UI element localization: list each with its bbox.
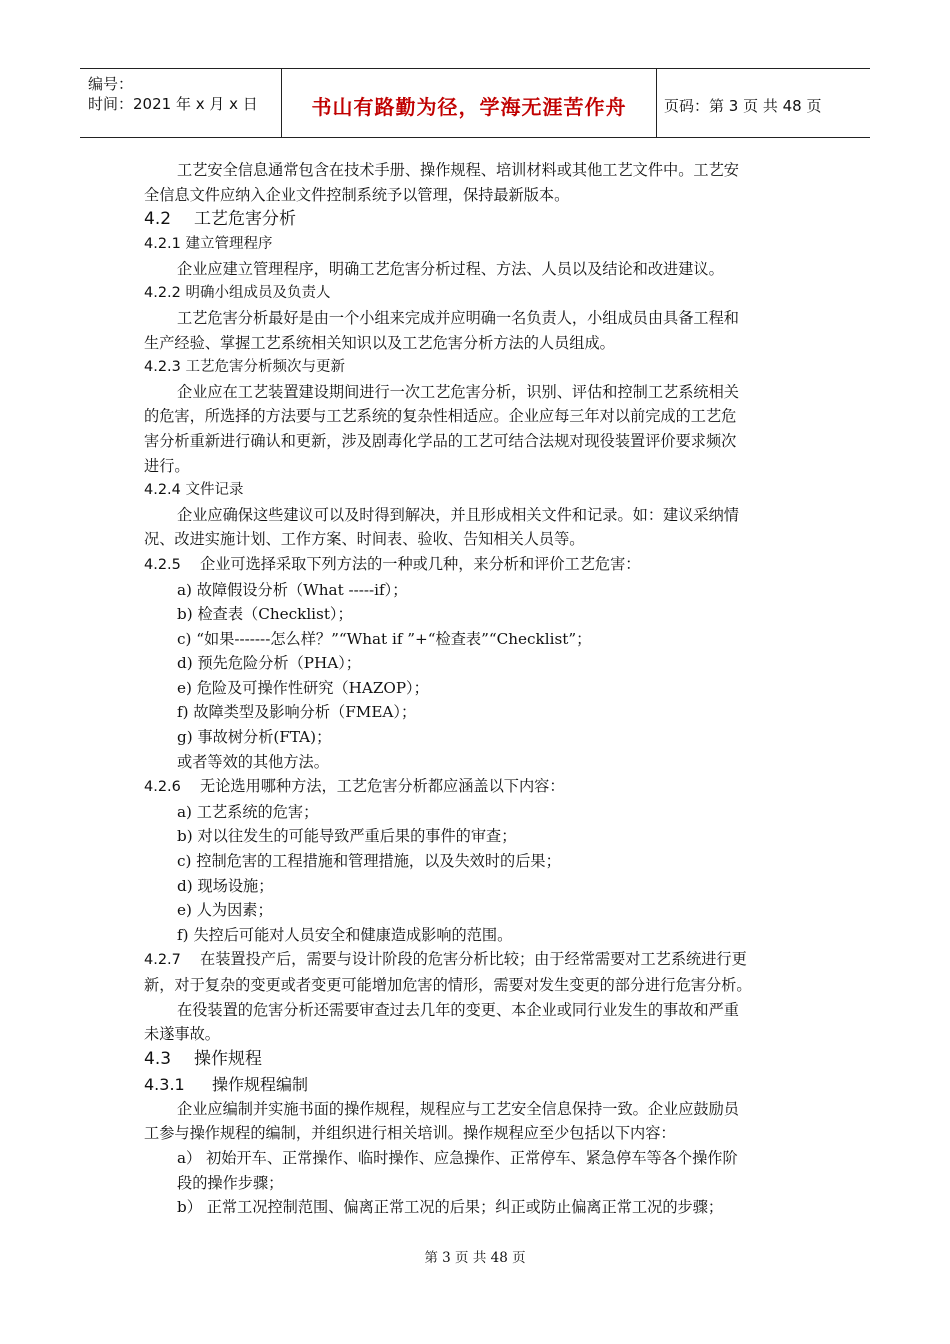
section-number: 4.2 — [144, 209, 172, 230]
subsection-heading: 4.2.1 建立管理程序 — [144, 236, 273, 253]
numbered-paragraph — [144, 552, 808, 578]
body-text-line: 进行。 — [144, 456, 190, 475]
body-text-line: 生产经验、掌握工艺系统相关知识以及工艺危害分析方法的人员组成。 — [144, 333, 615, 352]
body-text-line: 害分析重新进行确认和更新，涉及剧毒化学品的工艺可结合法规对现役装置评价要求频次 — [144, 431, 737, 450]
clause-number: 4.2.6 — [144, 779, 181, 796]
doc-number-label: 编号： — [88, 75, 134, 93]
list-item: f) 失控后可能对人员安全和健康造成影响的范围。 — [177, 925, 513, 944]
clause-text: 在装置投产后，需要与设计阶段的危害分析比较；由于经常需要对工艺系统进行更 — [200, 950, 747, 969]
body-text-line: 在役装置的危害分析还需要审查过去几年的变更、本企业或同行业发生的事故和严重 — [177, 1000, 739, 1019]
header-left-cell — [80, 69, 280, 137]
header-page-info: 页码：第 3 页 共 48 页 — [664, 97, 822, 115]
body-text-line: 全信息文件应纳入企业文件控制系统予以管理，保持最新版本。 — [144, 185, 570, 204]
list-item: a) 故障假设分析（What -----if）； — [177, 580, 408, 599]
body-text-line: 段的操作步骤； — [177, 1173, 284, 1192]
body-text-line: 工参与操作规程的编制，并组织进行相关培训。操作规程应至少包括以下内容： — [144, 1124, 676, 1143]
list-item: b) 对以往发生的可能导致严重后果的事件的审查； — [177, 827, 517, 846]
header-right-cell — [656, 69, 870, 137]
subsection-number: 4.3.1 — [144, 1074, 185, 1094]
clause-text: 企业可选择采取下列方法的一种或几种，来分析和评价工艺危害： — [200, 554, 641, 573]
body-text-line: 企业应建立管理程序，明确工艺危害分析过程、方法、人员以及结论和改进建议。 — [177, 259, 724, 278]
list-item: c) 控制危害的工程措施和管理措施，以及失效时的后果； — [177, 852, 561, 871]
body-text-line: 未遂事故。 — [144, 1025, 220, 1044]
list-item: b) 检查表（Checklist）； — [177, 605, 353, 624]
body-text-line: 工艺危害分析最好是由一个小组来完成并应明确一名负责人，小组成员由具备工程和 — [177, 308, 739, 327]
list-item: b） 正常工况控制范围、偏离正常工况的后果；纠正或防止偏离正常工况的步骤； — [177, 1198, 724, 1217]
section-heading — [144, 207, 808, 232]
header-motto: 书山有路勤为径，学海无涯苦作舟 — [311, 95, 627, 119]
body-text-line: 企业应确保这些建议可以及时得到解决，并且形成相关文件和记录。如：建议采纳情 — [177, 505, 739, 524]
page-footer: 第 3 页 共 48 页 — [424, 1250, 526, 1266]
list-item: d) 现场设施； — [177, 876, 274, 895]
section-number: 4.3 — [144, 1048, 172, 1069]
list-item: e) 危险及可操作性研究（HAZOP）； — [177, 678, 429, 697]
list-item: e) 人为因素； — [177, 901, 273, 920]
subsection-heading — [144, 1072, 808, 1097]
section-title: 操作规程 — [194, 1048, 262, 1069]
list-item: f) 故障类型及影响分析（FMEA）； — [177, 703, 417, 722]
numbered-paragraph — [144, 774, 808, 800]
body-text-line: 新，对于复杂的变更或者变更可能增加危害的情形，需要对发生变更的部分进行危害分析。 — [144, 976, 752, 994]
date-line: 时间：2021 年 x 月 x 日 — [88, 95, 258, 113]
list-item: a） 初始开车、正常操作、临时操作、应急操作、正常停车、紧急停车等各个操作阶 — [177, 1148, 738, 1167]
subsection-heading: 4.2.3 工艺危害分析频次与更新 — [144, 359, 346, 376]
list-item: a) 工艺系统的危害； — [177, 802, 319, 821]
numbered-paragraph — [144, 947, 808, 973]
page-header — [80, 68, 870, 138]
body-text-line: 的危害，所选择的方法要与工艺系统的复杂性相适应。企业应每三年对以前完成的工艺危 — [144, 407, 737, 426]
list-item: 或者等效的其他方法。 — [177, 752, 329, 771]
list-item: c) “如果-------怎么样？”“What if ”+“检查表”“Checklist”； — [177, 629, 592, 648]
clause-text: 无论选用哪种方法，工艺危害分析都应涵盖以下内容： — [200, 777, 565, 796]
body-text-line: 企业应编制并实施书面的操作规程，规程应与工艺安全信息保持一致。企业应鼓励员 — [177, 1099, 739, 1118]
document-body — [144, 158, 808, 1220]
subsection-heading: 4.2.4 文件记录 — [144, 482, 244, 499]
body-text-line: 工艺安全信息通常包含在技术手册、操作规程、培训材料或其他工艺文件中。工艺安 — [177, 161, 739, 179]
body-text-line: 企业应在工艺装置建设期间进行一次工艺危害分析，识别、评估和控制工艺系统相关 — [177, 382, 739, 401]
clause-number: 4.2.5 — [144, 556, 181, 573]
header-center-cell — [281, 69, 657, 137]
body-text-line: 况、改进实施计划、工作方案、时间表、验收、告知相关人员等。 — [144, 530, 585, 549]
subsection-title: 操作规程编制 — [212, 1074, 309, 1094]
list-item: d) 预先危险分析（PHA）； — [177, 654, 361, 673]
section-title: 工艺危害分析 — [194, 209, 296, 230]
section-heading — [144, 1047, 808, 1072]
clause-number: 4.2.7 — [144, 952, 181, 969]
subsection-heading: 4.2.2 明确小组成员及负责人 — [144, 285, 331, 302]
list-item: g) 事故树分析(FTA)； — [177, 728, 332, 747]
